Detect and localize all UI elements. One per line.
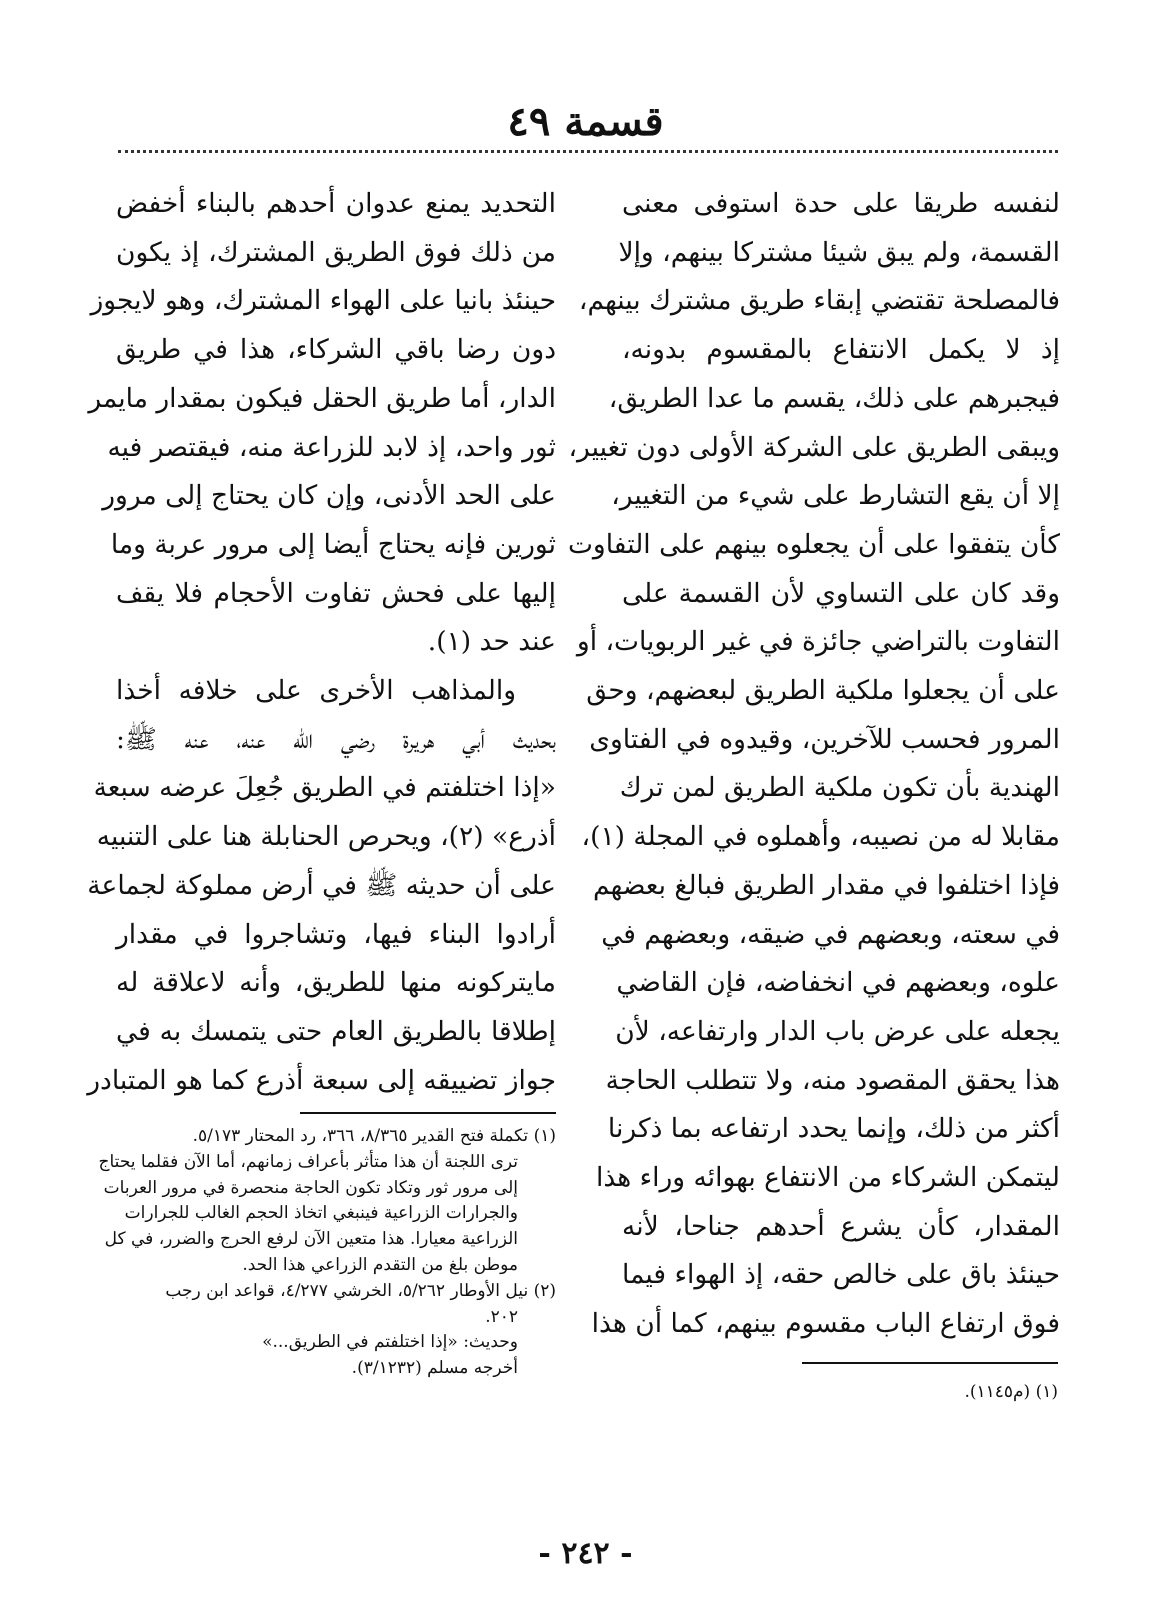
text-line: التفاوت بالتراضي جائزة في غير الربويات، أو — [576, 626, 1060, 658]
text-line: من ذلك فوق الطريق المشترك، إذ يكون — [116, 236, 556, 268]
text-line: على أن يجعلوا ملكية الطريق لبعضهم، وحق — [586, 675, 1060, 707]
text-line: ليتمكن الشركاء من الانتفاع بهوائه وراء هذا — [596, 1162, 1060, 1194]
header-dotted-divider — [118, 150, 1058, 153]
text-line: الدار، أما طريق الحقل فيكون بمقدار مايمر — [88, 382, 556, 414]
text-line: مقابلا له من نصيبه، وأهملوه في المجلة (١)، — [581, 821, 1060, 853]
text-line: المرور فحسب للآخرين، وقيدوه في الفتاوى — [589, 723, 1060, 755]
footnote-line: ترى اللجنة أن هذا متأثر بأعراف زمانهم، أما الآن فقلما يحتاج — [98, 1151, 518, 1172]
text-line: ثورين فإنه يحتاج أيضا إلى مرور عربة وما — [110, 528, 556, 560]
text-line: مايتركونه منها للطريق، وأنه لاعلاقة له — [116, 967, 556, 999]
footnote-divider-right — [802, 1362, 1058, 1364]
left-column-text — [87, 180, 556, 1105]
right-column-text — [567, 180, 1060, 1349]
footnote-line: (٢) نيل الأوطار ٥/٢٦٢، الخرشي ٤/٢٧٧، قواعد ابن رجب — [165, 1280, 556, 1301]
footnote-line: موطن بلغ من التقدم الزراعي هذا الحد. — [242, 1254, 518, 1275]
text-line: أرادوا البناء فيها، وتشاجروا في مقدار — [116, 918, 556, 950]
text-line: إذ لا يكمل الانتفاع بالمقسوم بدونه، — [622, 334, 1060, 366]
text-line: التحديد يمنع عدوان أحدهم بالبناء أخفض — [116, 188, 556, 219]
text-line: إطلاقا بالطريق العام حتى يتمسك به في — [116, 1015, 556, 1047]
text-line: فإذا اختلفوا في مقدار الطريق فبالغ بعضهم — [592, 869, 1060, 901]
text-line: إلا أن يقع التشارط على شيء من التغيير، — [611, 480, 1060, 512]
text-line: فوق ارتفاع الباب مقسوم بينهم، كما أن هذا — [591, 1308, 1060, 1340]
text-line: هذا يحقق المقصود منه، ولا تتطلب الحاجة — [605, 1064, 1060, 1096]
page-title: قسمة ٤٩ — [507, 98, 664, 145]
text-line: بحديث أبي هريرة رضي الله عنه، عنه ﷺ: — [116, 723, 556, 755]
footnote-line: أخرجه مسلم (٣/١٢٣٢). — [351, 1358, 518, 1379]
footnote-line: والجرارات الزراعية فينبغي اتخاذ الحجم الغالب للجرارات — [124, 1203, 518, 1224]
text-line: أكثر من ذلك، وإنما يحدد ارتفاعه بما ذكرنا — [607, 1113, 1060, 1145]
footnotes-left — [98, 1124, 556, 1382]
footnote-line: الزراعية معيارا. هذا متعين الآن لرفع الحرج والضرر، في كل — [104, 1229, 518, 1250]
text-line: لنفسه طريقا على حدة استوفى معنى — [622, 188, 1060, 219]
text-line: حينئذ بانيا على الهواء المشترك، وهو لايجوز — [90, 285, 556, 317]
text-line: ثور واحد، إذ لابد للزراعة منه، فيقتصر فيه — [107, 431, 556, 463]
text-line: المقدار، كأن يشرع أحدهم جناحا، لأنه — [622, 1210, 1060, 1242]
text-line: جواز تضييقه إلى سبعة أذرع كما هو المتبادر — [87, 1064, 556, 1096]
footnote-line: إلى مرور ثور وتكاد تكون الحاجة منحصرة في مرور العربات — [103, 1177, 518, 1198]
text-line: على أن حديثه ﷺ في أرض مملوكة لجماعة — [87, 869, 556, 901]
text-line: إليها على فحش تفاوت الأحجام فلا يقف — [116, 577, 556, 609]
text-line: عند حد (١). — [427, 626, 556, 658]
page-number: - ٢٤٢ - — [538, 1536, 633, 1571]
footnote-line: (١) تكملة فتح القدير ٨/٣٦٥، ٣٦٦، رد المحتار ٥/١٧٣. — [192, 1126, 556, 1146]
text-line: دون رضا باقي الشركاء، هذا في طريق — [116, 334, 556, 366]
text-line: ويبقى الطريق على الشركة الأولى دون تغيير، — [568, 431, 1060, 463]
footnote-line: (١) (م١١٤٥). — [964, 1382, 1058, 1402]
text-line: علوه، وبعضهم في انخفاضه، فإن القاضي — [616, 967, 1060, 999]
text-line: وقد كان على التساوي لأن القسمة على — [622, 577, 1060, 609]
text-line: فيجبرهم على ذلك، يقسم ما عدا الطريق، — [608, 382, 1060, 414]
text-line: على الحد الأدنى، وإن كان يحتاج إلى مرور — [102, 480, 556, 512]
text-line: الهندية بأن تكون ملكية الطريق لمن ترك — [619, 772, 1060, 804]
text-line: فالمصلحة تقتضي إبقاء طريق مشترك بينهم، — [578, 285, 1060, 317]
footnotes-right — [622, 1380, 1058, 1406]
text-line: كأن يتفقوا على أن يجعلوه بينهم على التفاوت — [567, 528, 1060, 560]
text-line: القسمة، ولم يبق شيئا مشتركا بينهم، وإلا — [618, 236, 1060, 268]
footnote-divider-left — [300, 1112, 556, 1114]
text-line: في سعته، وبعضهم في ضيقه، وبعضهم في — [601, 918, 1060, 950]
text-line: أذرع» (٢)، ويحرص الحنابلة هنا على التنبيه — [96, 821, 556, 853]
text-line: والمذاهب الأخرى على خلافه أخذا — [116, 675, 516, 707]
footnote-line: وحديث: «إذا اختلفتم في الطريق...» — [262, 1332, 518, 1353]
text-line: حينئذ باق على خالص حقه، إذ الهواء فيما — [622, 1259, 1060, 1291]
footnote-line: ٢٠٢. — [485, 1306, 518, 1327]
text-line: «إذا اختلفتم في الطريق جُعِلَ عرضه سبعة — [93, 772, 556, 804]
text-line: يجعله على عرض باب الدار وارتفاعه، لأن — [615, 1015, 1060, 1047]
